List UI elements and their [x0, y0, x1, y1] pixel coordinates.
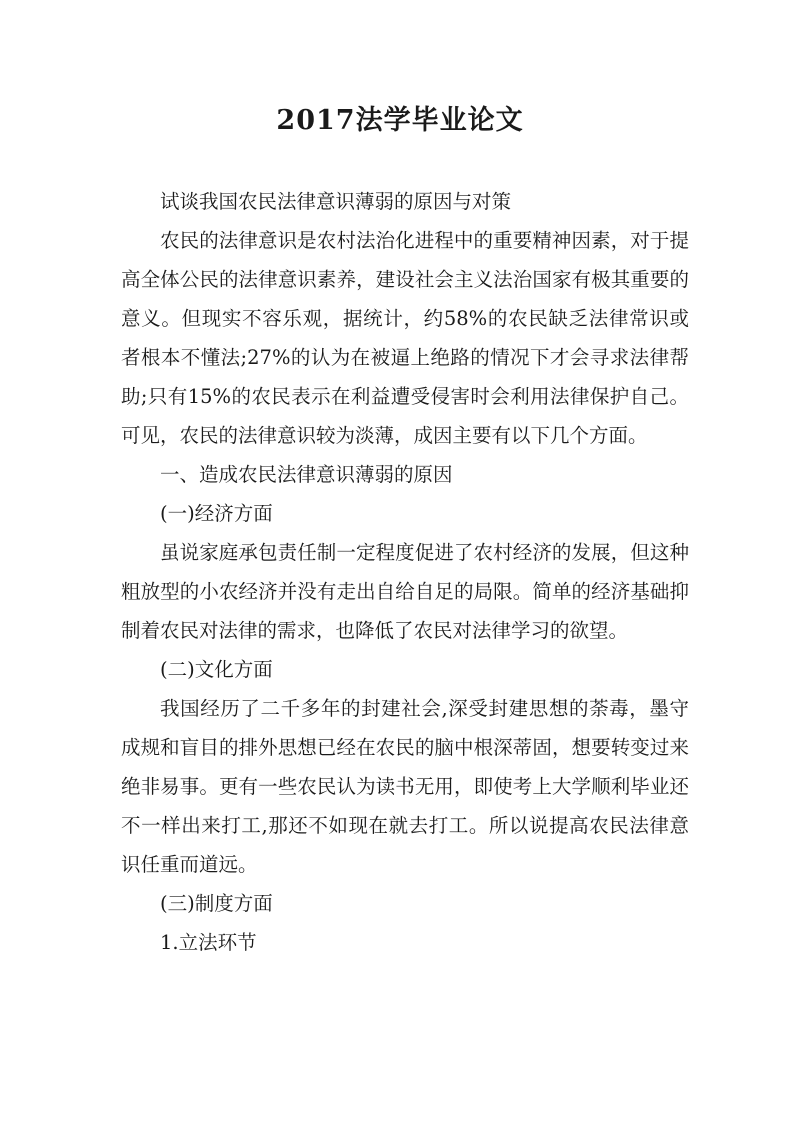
paper-subtitle: 试谈我国农民法律意识薄弱的原因与对策: [160, 190, 512, 213]
body-paragraph: 虽说家庭承包责任制一定程度促进了农村经济的发展，但这种粗放型的小农经济并没有走出自给自足的局限。简单的经济基础抑制着农民对法律的需求，也降低了农民对法律学习的欲望。: [121, 541, 689, 642]
document-body: [121, 182, 689, 962]
body-paragraph: 我国经历了二千多年的封建社会,深受封建思想的荼毒，墨守成规和盲目的排外思想已经在农民的脑中根深蒂固，想要转变过来绝非易事。更有一些农民认为读书无用，即使考上大学顺利毕业还不一样出来打工,那还不如现在就去打工。所以说提高农民法律意识任重而道远。: [121, 697, 689, 876]
subsection-heading: (一)经济方面: [160, 502, 273, 525]
section-heading: 一、造成农民法律意识薄弱的原因: [160, 463, 453, 486]
body-paragraph: 农民的法律意识是农村法治化进程中的重要精神因素，对于提高全体公民的法律意识素养，建设社会主义法治国家有极其重要的意义。但现实不容乐观，据统计，约58%的农民缺乏法律常识或者根本不懂法;27%的认为在被逼上绝路的情况下才会寻求法律帮助;只有15%的农民表示在利益遭受侵害时会利用法律保护自己。可见，农民的法律意识较为淡薄，成因主要有以下几个方面。: [121, 229, 689, 447]
numbered-heading: 1.立法环节: [160, 931, 257, 954]
subsection-heading: (三)制度方面: [160, 892, 273, 915]
document-title: 2017法学毕业论文: [276, 105, 524, 136]
subsection-heading: (二)文化方面: [160, 658, 273, 681]
